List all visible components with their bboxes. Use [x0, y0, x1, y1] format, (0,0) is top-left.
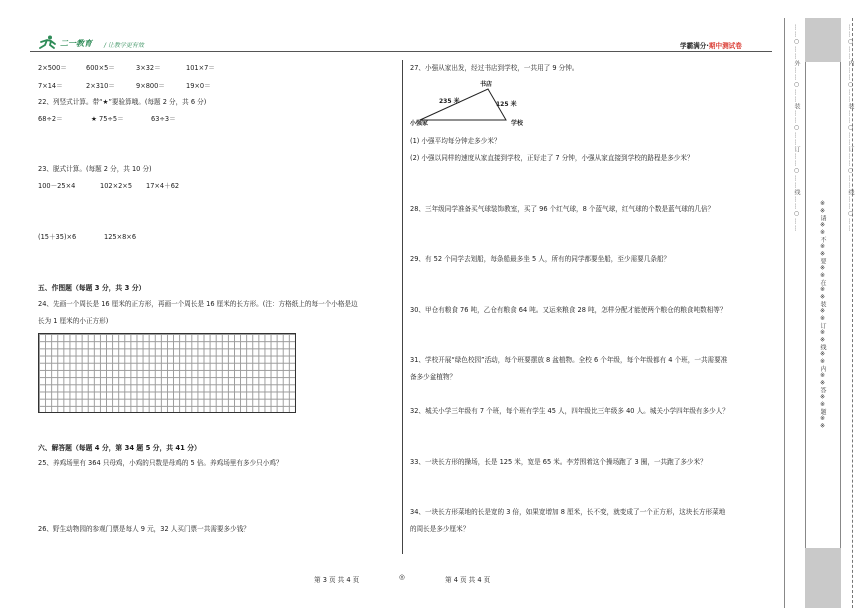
question-31-line2: 备多少盆植物？	[410, 373, 457, 381]
calc-item: 3×32＝	[136, 64, 161, 72]
column-divider	[402, 60, 403, 554]
calc-item: 102×2×5	[100, 182, 133, 190]
calc-item: 125×8×6	[104, 233, 137, 241]
calc-item: ★ 75÷5＝	[91, 115, 124, 123]
calc-item: 101×7＝	[186, 64, 215, 72]
calc-item: 2×310＝	[86, 82, 115, 90]
diagram-dist-home-bookstore: 235 米	[439, 98, 460, 105]
question-34-line2: 的周长是多少厘米？	[410, 525, 470, 533]
question-26: 26、野生动物园的参观门票是每人 9 元，32 人买门票一共需要多少钱？	[38, 525, 250, 533]
calc-item: (15＋35)×6	[38, 233, 77, 241]
question-27-part1: (1) 小强平均每分钟走多少米？	[410, 137, 501, 145]
binding-dots-outer: ……○……外……○……装……○……订……○……线……○……	[793, 24, 800, 232]
logo-text: 二一教育	[60, 39, 92, 48]
slogan: / 让教学更有效	[104, 42, 144, 49]
diagram-label-school: 学校	[511, 120, 524, 127]
calc-item: 63÷3＝	[151, 115, 176, 123]
page-number-left: 第 3 页 共 4 页	[314, 576, 360, 584]
exam-title	[680, 40, 742, 50]
section-5-heading: 五、作图题（每题 3 分，共 3 分）	[38, 284, 146, 292]
calc-item: 2×500＝	[38, 64, 67, 72]
question-24-line1: 24、先画一个周长是 16 厘米的正方形，再画一个周长是 16 厘米的长方形。(注：方格纸上的每一个小格是边	[38, 300, 358, 308]
question-30: 30、甲仓有粮食 76 吨，乙仓有粮食 64 吨。又运来粮食 28 吨，怎样分配才能使两个粮仓的粮食吨数相等？	[410, 306, 727, 314]
binding-grey-top	[805, 18, 841, 62]
question-25: 25、养鸡场里有 364 只母鸡，小鸡的只数是母鸡的 5 倍。养鸡场里有多少只小鸡？	[38, 459, 283, 467]
exam-title-red: 期中测试卷	[708, 42, 742, 50]
calc-item: 7×14＝	[38, 82, 63, 90]
calc-item: 19×0＝	[186, 82, 211, 90]
calc-item: 600×5＝	[86, 64, 115, 72]
diagram-dist-bookstore-school: 125 米	[496, 101, 517, 108]
header-rule	[30, 51, 772, 52]
center-mark-icon: ◎	[399, 573, 405, 581]
question-34-line1: 34、一块长方形菜地的长是宽的 3 倍，如果宽增加 8 厘米，长不变，就变成了一个正方形，这块长方形菜地	[410, 508, 726, 516]
diagram-label-home: 小强家	[410, 120, 429, 127]
question-32: 32、城关小学三年级有 7 个班，每个班有学生 45 人，四年级比三年级多 40 人。城关小学四年级有多少人？	[410, 407, 729, 415]
question-31-line1: 31、学校开展“绿色校园”活动，每个班要摆放 8 盆植物。全校 6 个年级，每个年级都有 4 个班，一共需要准	[410, 356, 728, 364]
question-27-part2: (2) 小强以同样的速度从家直接到学校，正好走了 7 分钟，小强从家直接到学校的路程是多少米？	[410, 154, 694, 162]
question-22: 22、列竖式计算。带“★”要验算哦。(每题 2 分，共 6 分)	[38, 98, 207, 106]
question-23: 23、脱式计算。(每题 2 分，共 10 分)	[38, 165, 152, 173]
diagram-label-bookstore: 书店	[480, 81, 493, 88]
question-29: 29、有 52 个同学去划船，每条船最多坐 5 人，所有的同学都要坐船，至少需要几条船？	[410, 255, 671, 263]
calc-item: 100－25×4	[38, 182, 76, 190]
binding-notice: ※※请※※不※※要※※在※※装※※订※※线※※内※※答※※题※※	[819, 200, 826, 430]
section-6-heading: 六、解答题（每题 4 分，第 34 题 5 分，共 41 分）	[38, 444, 201, 452]
question-33: 33、一块长方形的操场，长是 125 米，宽是 65 米。李芳围着这个操场跑了 3 圈，一共跑了多少米？	[410, 458, 707, 466]
calc-item: 9×800＝	[136, 82, 165, 90]
question-28: 28、三年级同学准备买气球装饰教室，买了 96 个红气球，8 个蓝气球，红气球的个数是蓝气球的几倍？	[410, 205, 715, 213]
calc-item: 68÷2＝	[38, 115, 63, 123]
question-24-line2: 长为 1 厘米的小正方形)	[38, 317, 109, 325]
page-number-right: 第 4 页 共 4 页	[445, 576, 491, 584]
logo-runner-icon	[37, 35, 59, 49]
binding-dots-inner: ……○……内……○……装……○……订……○……线……○……	[847, 24, 854, 232]
calc-item: 17×4＋62	[146, 182, 180, 190]
binding-grey-bottom	[805, 548, 841, 608]
exam-title-prefix: 学霸满分·	[680, 42, 709, 50]
grid-paper	[38, 333, 296, 413]
question-27: 27、小强从家出发，经过书店到学校，一共用了 9 分钟。	[410, 64, 579, 72]
